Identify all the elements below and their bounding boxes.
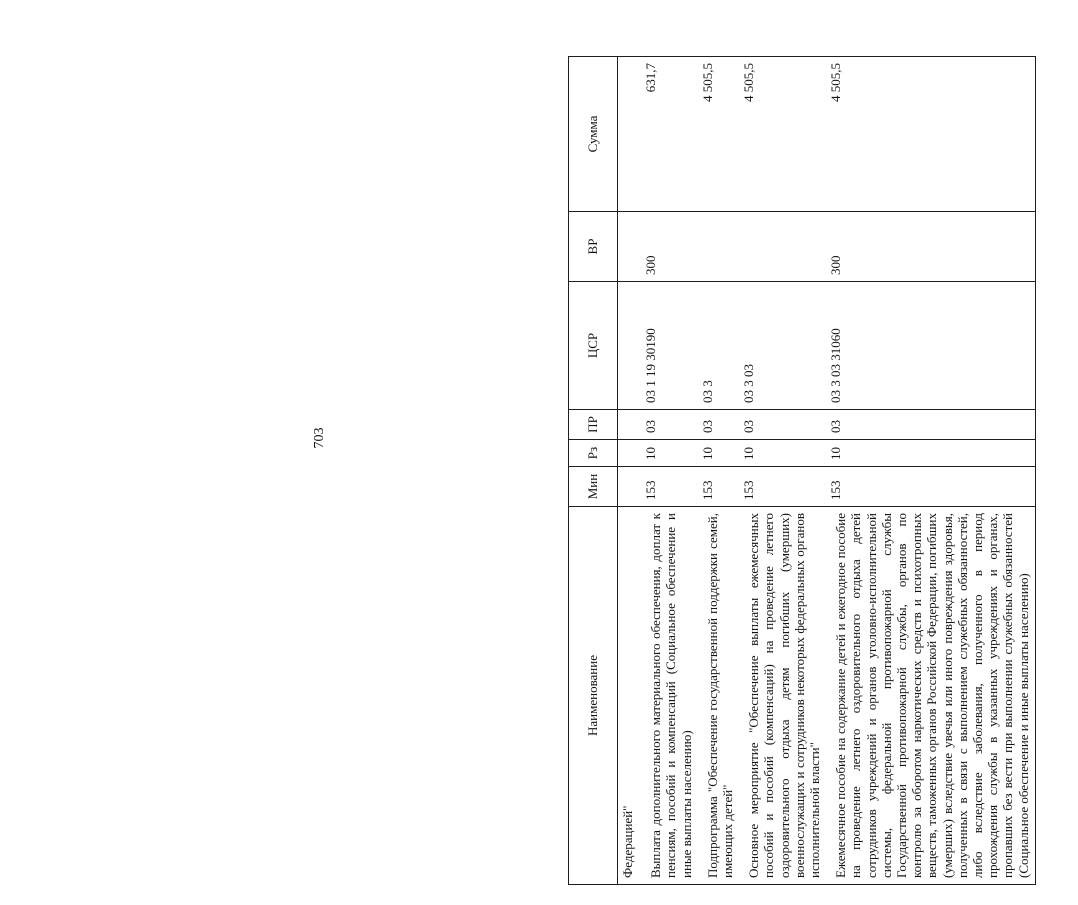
row-pr: 03 — [738, 410, 825, 440]
row-rz — [618, 440, 641, 467]
row-min — [618, 467, 641, 507]
row-csr — [618, 282, 641, 410]
row-min: 153 — [697, 467, 738, 507]
table-row — [738, 57, 825, 885]
row-csr: 03 3 03 31060 — [825, 282, 1035, 410]
row-min: 153 — [640, 467, 697, 507]
rotated-page — [568, 57, 1078, 885]
row-csr: 03 1 19 30190 — [640, 282, 697, 410]
row-rz: 10 — [640, 440, 697, 467]
row-vr: 300 — [825, 212, 1035, 282]
row-sum: 631,7 — [640, 57, 697, 212]
row-rz: 10 — [738, 440, 825, 467]
row-pr: 03 — [640, 410, 697, 440]
row-min: 153 — [825, 467, 1035, 507]
row-sum: 4 505,5 — [697, 57, 738, 212]
header-csr: ЦСР — [569, 282, 618, 410]
row-vr: 300 — [640, 212, 697, 282]
header-vr: ВР — [569, 212, 618, 282]
row-pr — [618, 410, 641, 440]
header-rz: Рз — [569, 440, 618, 467]
row-name: Ежемесячное пособие на содержание детей и ежегодное пособие на проведение летнего оздоровительного отдыха детей сотрудников учреждений и органов уголовно-исполнительной системы, федеральной противопожарной службы Государственной противопожарной службы, органов по контролю за оборотом наркотических средств и психотропных веществ, таможенных органов Российской Федерации, погибших (умерших) вследствие увечья или иного повреждения здоровья, полученных в связи с выполнением служебных обязанностей, либо вследствие заболевания, полученного в период прохождения службы в указанных учреждениях и органах, пропавших без вести при выполнении служебных обязанностей (Социальное обеспечение и иные выплаты населению) — [825, 507, 1035, 885]
row-sum: 4 505,5 — [825, 57, 1035, 212]
row-csr: 03 3 — [697, 282, 738, 410]
budget-table — [568, 56, 1036, 885]
table-header-row — [569, 57, 618, 885]
row-name: Федерацией" — [618, 507, 641, 885]
table-row — [618, 57, 641, 885]
table-row — [640, 57, 697, 885]
header-pr: ПР — [569, 410, 618, 440]
row-sum: 4 505,5 — [738, 57, 825, 212]
header-sum: Сумма — [569, 57, 618, 212]
row-csr: 03 3 03 — [738, 282, 825, 410]
row-name: Подпрограмма "Обеспечение государственной поддержки семей, имеющих детей" — [697, 507, 738, 885]
row-vr — [697, 212, 738, 282]
row-rz: 10 — [825, 440, 1035, 467]
row-vr — [738, 212, 825, 282]
row-min: 153 — [738, 467, 825, 507]
row-name: Выплата дополнительного материального обеспечения, доплат к пенсиям, пособий и компенсаций (Социальное обеспечение и иные выплаты населению) — [640, 507, 697, 885]
header-name: Наименование — [569, 507, 618, 885]
page-number: 703 — [312, 427, 327, 449]
row-rz: 10 — [697, 440, 738, 467]
row-pr: 03 — [825, 410, 1035, 440]
header-min: Мин — [569, 467, 618, 507]
row-name: Основное мероприятие "Обеспечение выплаты ежемесячных пособий и пособий (компенсаций) на проведение летнего оздоровительного отдыха детям погибших (умерших) военнослужащих и сотрудников некоторых федеральных органов исполнительной власти" — [738, 507, 825, 885]
row-vr — [618, 212, 641, 282]
table-row — [825, 57, 1035, 885]
row-sum — [618, 57, 641, 212]
row-pr: 03 — [697, 410, 738, 440]
table-row — [697, 57, 738, 885]
